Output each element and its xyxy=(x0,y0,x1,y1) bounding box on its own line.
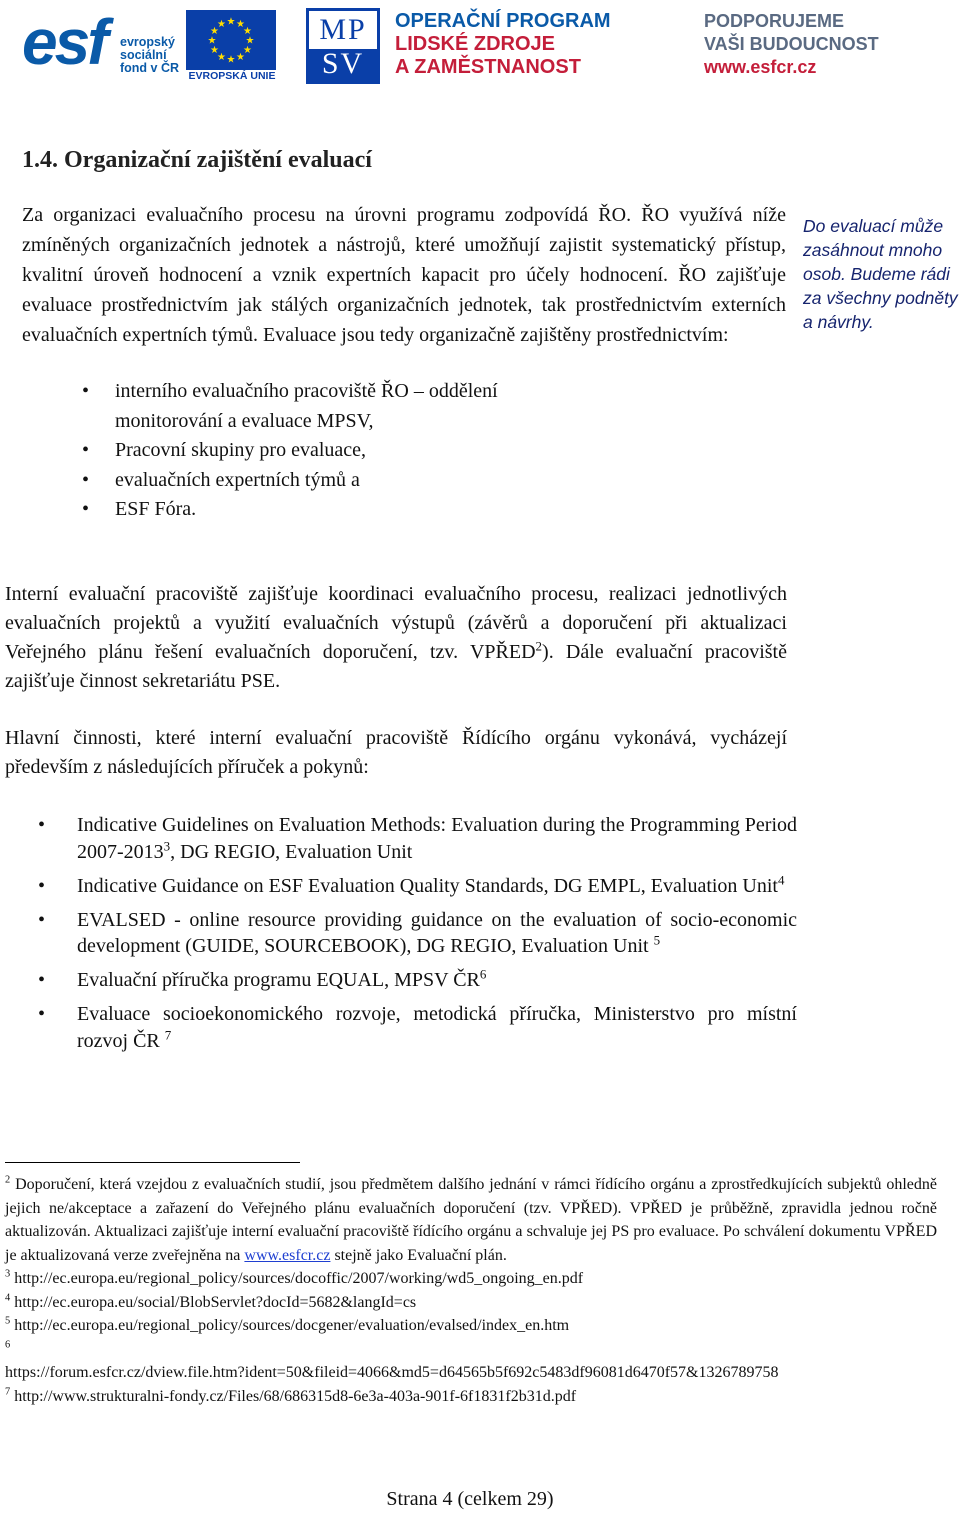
footnote-ref[interactable]: 5 xyxy=(653,932,661,948)
mpsv-logo: MP SV xyxy=(306,8,380,84)
list-item: • ESF Fóra. xyxy=(22,495,786,525)
paragraph-intro: Za organizaci evaluačního procesu na úrovni programu zodpovídá ŘO. ŘO využívá níže zmíněných organizačních jednotek a nástrojů, které umožňují zajistit systematický přístup, kvalitní úroveň hodnocení a vznik expertních kapacit pro účely hodnocení. ŘO zajišťuje evaluace prostřednictvím jak stálých organizačních jednotek, tak prostřednictvím externích evaluačních expertních týmů. Evaluace jsou tedy organizačně zajištěny prostřednictvím: xyxy=(22,204,786,346)
list-item: • Indicative Guidelines on Evaluation Methods: Evaluation during the Programming Period 2007-2013$^3$, DG REGIO, Evaluation Unit xyxy=(38,814,797,863)
eu-stars-icon xyxy=(186,10,276,70)
bullet-icon: • xyxy=(38,969,46,991)
list-item: • Evaluace socioekonomického rozvoje, metodická příručka, Ministerstvo pro místní rozvoj ČR $^7$ xyxy=(38,1003,797,1052)
eu-star-icon: ★ xyxy=(245,35,255,47)
footnote-ref[interactable]: 7 xyxy=(164,1026,172,1042)
program-title: OPERAČNÍ PROGRAM LIDSKÉ ZDROJE A ZAMĚSTNANOST xyxy=(395,10,611,78)
footnote-2: $^2$ Doporučení, která vzejdou z evaluačních studií, jsou předmětem dalšího jednání v rámci řídícího orgánu a zprostředkujících subjektů ohledně jejich ne/akceptace a zařazení do Veřejného plánu evaluačních doporučení (tzv. VPŘED). VPŘED je průběžně, zpravidla jednou ročně aktualizován. Aktualizaci zajišťuje interní evaluační pracoviště řídícího orgánu a schvaluje jej PS pro evaluace. Po schválení dokumentu VPŘED je aktualizovaná verze zveřejněna na www.esfcr.cz stejně jako Evaluační plán. xyxy=(5,1174,937,1264)
paragraph-internal-evaluation: Interní evaluační pracoviště zajišťuje koordinaci evaluačního procesu, realizaci jednotlivých evaluačních projektů a využití evaluačních výstupů (závěrů a doporučení při aktualizaci Veřejného plánu řešení evaluačních doporučení, tzv. VPŘED$^2$). Dále evaluační pracoviště zajišťuje činnost sekretariátu PSE. xyxy=(5,583,787,692)
section-heading: 1.4. Organizační zajištění evaluací xyxy=(22,147,372,173)
footnote-url[interactable]: http://ec.europa.eu/social/BlobServlet?docId=5682&langId=cs xyxy=(14,1293,417,1311)
list-item: • evaluačních expertních týmů a xyxy=(22,466,786,496)
eu-star-icon: ★ xyxy=(226,54,236,66)
esf-logo xyxy=(22,8,182,84)
bullet-icon: • xyxy=(38,908,46,931)
esfcr-link[interactable]: www.esfcr.cz xyxy=(244,1246,331,1264)
bullet-icon: • xyxy=(38,1003,46,1025)
eu-star-icon: ★ xyxy=(236,19,245,31)
list-item: • Pracovní skupiny pro evaluace, xyxy=(22,436,786,466)
eu-label: EVROPSKÁ UNIE xyxy=(188,70,276,82)
side-note: Do evaluací může zasáhnout mnoho osob. Budeme rádi za všechny podněty a návrhy. xyxy=(803,216,958,332)
footnote-ref[interactable]: 2 xyxy=(535,638,543,654)
footnote-ref[interactable]: 6 xyxy=(479,966,487,982)
eu-star-icon: ★ xyxy=(236,51,245,63)
footnote-4: $^4$ http://ec.europa.eu/social/BlobServlet?docId=5682&langId=cs xyxy=(5,1292,417,1311)
eu-star-icon: ★ xyxy=(226,16,236,28)
bullet-icon: • xyxy=(38,874,46,897)
eu-star-icon: ★ xyxy=(217,19,226,31)
bullet-icon: • xyxy=(82,380,90,402)
eu-star-icon: ★ xyxy=(210,26,220,37)
organization-list xyxy=(22,377,786,525)
list-item: • Indicative Guidance on ESF Evaluation Quality Standards, DG EMPL, Evaluation Unit$^4$ xyxy=(5,873,797,900)
eu-star-icon: ★ xyxy=(207,35,217,47)
footnotes xyxy=(5,1173,937,1408)
eu-star-icon: ★ xyxy=(242,26,252,37)
list-item: • EVALSED - online resource providing guidance on the evaluation of socio-economic development (GUIDE, SOURCEBOOK), DG REGIO, Evaluation Unit $^5$ xyxy=(38,908,797,957)
esf-logo-word: esf xyxy=(22,6,106,78)
guidelines-list xyxy=(5,812,797,1062)
footnote-url[interactable]: https://forum.esfcr.cz/dview.file.htm?ident=50&fileid=4066&md5=d64565b5f692c5483df96081d6470f57&1326789758 xyxy=(5,1364,779,1381)
footnote-3: $^3$ http://ec.europa.eu/regional_policy/sources/docoffic/2007/working/wd5_ongoing_en.pdf xyxy=(5,1268,584,1287)
esf-logo-tagline: evropský sociální fond v ČR xyxy=(120,35,180,75)
footnote-ref[interactable]: 4 xyxy=(778,871,785,887)
footnote-divider xyxy=(5,1162,300,1163)
header-logos xyxy=(0,0,960,100)
eu-star-icon: ★ xyxy=(242,45,252,56)
footnote-url[interactable]: http://www.strukturalni-fondy.cz/Files/68/686315d8-6e3a-403a-901f-6f1831f2b31d.pdf xyxy=(14,1387,577,1405)
footnote-6: $^6$ https://forum.esfcr.cz/dview.file.htm?ident=50&fileid=4066&md5=d64565b5f692c5483df96081d6470f57&1326789758 xyxy=(5,1339,779,1381)
footnote-ref[interactable]: 3 xyxy=(163,837,171,853)
footnote-url[interactable]: http://ec.europa.eu/regional_policy/sources/docgener/evaluation/evalsed/index_en.htm xyxy=(14,1317,570,1334)
eu-star-icon: ★ xyxy=(217,51,226,63)
bullet-icon: • xyxy=(82,439,90,461)
footnote-7: $^7$ http://www.strukturalni-fondy.cz/Files/68/686315d8-6e3a-403a-901f-6f1831f2b31d.pdf xyxy=(5,1386,577,1405)
list-item: • Evaluační příručka programu EQUAL, MPSV $ČR^6$ xyxy=(5,967,797,994)
support-slogan: PODPORUJEME VAŠI BUDOUCNOST www.esfcr.cz xyxy=(704,11,879,77)
eu-flag-icon xyxy=(186,10,276,70)
page-number: Strana 4 (celkem 29) xyxy=(386,1488,554,1510)
footnote-5: $^5$ http://ec.europa.eu/regional_policy/sources/docgener/evaluation/evalsed/index_en.htm xyxy=(5,1315,570,1334)
bullet-icon: • xyxy=(38,814,46,836)
footnote-url[interactable]: http://ec.europa.eu/regional_policy/sources/docoffic/2007/working/wd5_ongoing_en.pdf xyxy=(14,1270,584,1287)
list-item: • interního evaluačního pracoviště ŘO – oddělení monitorování a evaluace MPSV, xyxy=(22,377,786,436)
eu-star-icon: ★ xyxy=(210,45,220,56)
bullet-icon: • xyxy=(82,498,90,520)
bullet-icon: • xyxy=(82,468,90,491)
paragraph-main-activities: Hlavní činnosti, které interní evaluační pracoviště Řídícího orgánu vykonává, vycházejí především z následujících příruček a pokynů: xyxy=(5,727,787,778)
